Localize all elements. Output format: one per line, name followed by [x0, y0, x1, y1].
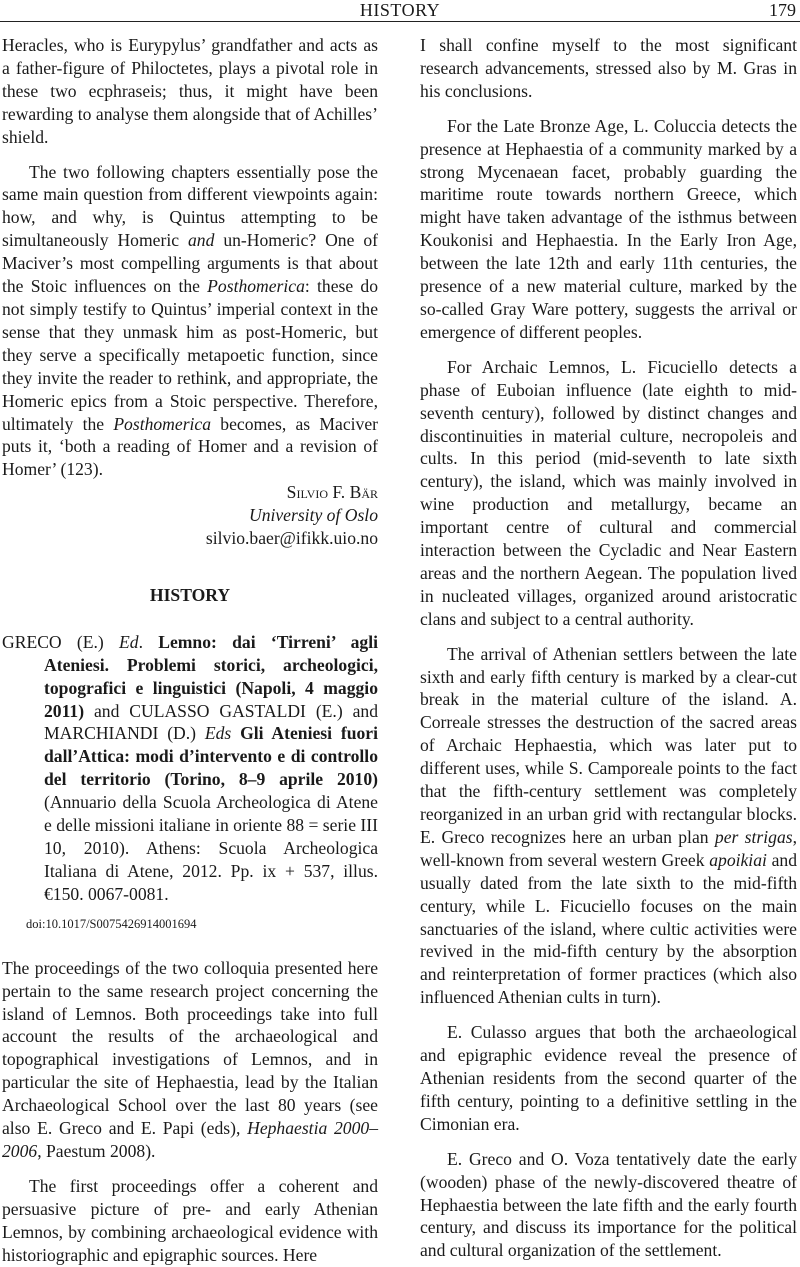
running-header [0, 0, 800, 22]
right-column [420, 34, 797, 1262]
paragraph-athenian-settlers: The arrival of Athenian settlers between the late sixth and early fifth century is marked by a clear-cut break in the material culture of the island. A. Correale stresses the destruction of the sacred areas of Archaic Hephaestia, which was later put to different uses, while S. Camporeale points to the fact that the fifth-century settlement was completely reorganized in an urban grid with rectangular blocks. E. Greco recognizes here an urban plan per strigas, well-known from several western Greek apoikiai and usually dated from the late sixth to the mid-fifth century, while L. Ficuciello focuses on the main sanctuaries of the island, where cultic activities were revived in the mid-fifth century by the absorption and reinterpretation of former practices (which also influenced Athenian cults in turn). [420, 643, 797, 1008]
paragraph-continued: Heracles, who is Eurypylus’ grandfather and acts as a father-figure of Philoctetes, plays a pivotal role in these two ecphraseis; thus, it might have been rewarding to analyse them alongside that of Achilles’ shield. [2, 35, 378, 147]
reviewer-email[interactable]: silvio.baer@ifikk.uio.no [205, 528, 378, 549]
left-column [2, 34, 378, 1267]
reviewer-affiliation: University of Oslo [248, 505, 378, 526]
doi-link[interactable]: doi:10.1017/S0075426914001694 [26, 916, 197, 931]
section-heading: HISTORY [149, 584, 231, 605]
page-number: 179 [769, 0, 796, 20]
paragraph-archaic-lemnos: For Archaic Lemnos, L. Ficuciello detects a phase of Euboian influence (late eighth to mid-seventh century), followed by distinct changes and discontinuities in material culture, necropoleis and cults. In this period (mid-seventh to late sixth century), the island, which was mainly involved in wine production and metallurgy, became an important centre of cultural and commercial interaction between the Cycladic and Near Eastern areas and the northern Aegean. The population lived in nucleated villages, organized around aristocratic clans and subject to a central authority. [420, 356, 797, 629]
header-rule [0, 21, 800, 22]
paragraph-bronze-age: For the Late Bronze Age, L. Coluccia detects the presence at Hephaestia of a community marked by a strong Mycenaean facet, probably guarding the maritime route towards northern Greece, which might have taken advantage of the isthmus between Koukonisi and Hephaestia. In the Early Iron Age, between the late 12th and early 11th centuries, the presence of a new material culture, marked by the so-called Gray Ware pottery, suggests the arrival or emergence of different peoples. [420, 115, 797, 342]
spacer [2, 934, 378, 957]
paragraph-proceedings: The proceedings of the two colloquia presented here pertain to the same research project concerning the island of Lemnos. Both proceedings take into full account the results of the archaeological and topographical investigations of Lemnos, and in particular the site of Hephaestia, lead by the Italian Archaeological School over the last 80 years (see also E. Greco and E. Papi (eds), Hephaestia 2000–2006, Paestum 2008). [2, 957, 378, 1161]
running-header-title: HISTORY [359, 0, 441, 20]
paragraph-chapters: The two following chapters essentially pose the same main question from different viewpoints again: how, and why, is Quintus attempting to be simultaneously Homeric and un-Homeric? One of Maciver’s most compelling arguments is that about the Stoic influences on the Posthomerica: these do not simply testify to Quintus’ imperial context in the sense that they unmask him as post-Homeric, but they serve a specifically metapoetic function, since they invite the reader to rethink, and appropriate, the Homeric epics from a Stoic perspective. Therefore, ultimately the Posthomerica becomes, as Maciver puts it, ‘both a reading of Homer and a revision of Homer’ (123). [2, 161, 378, 480]
paragraph-theatre: E. Greco and O. Voza tentatively date the early (wooden) phase of the newly-discovered theatre of Hephaestia between the late fifth and the early fourth century, and discuss its importance for the political and cultural organization of the settlement. [420, 1148, 797, 1261]
bibliographic-entry: GRECO (E.) Ed. Lemno: dai ‘Tirreni’ agli Ateniesi. Problemi storici, archeologici, topografici e linguistici (Napoli, 4 maggio 2011) and CULASSO GASTALDI (E.) and MARCHIANDI (D.) Eds Gli Ateniesi fuori dall’Attica: modi d’intervento e di controllo del territorio (Torino, 8–9 aprile 2010) (Annuario della Scuola Archeologica di Atene e delle missioni italiane in oriente 88 = serie III 10, 2010). Athens: Scuola Archeologica Italiana di Atene, 2012. Pp. ix + 537, illus. €150. 0067-0081. [2, 631, 378, 904]
reviewer-name: Silvio F. Bär [286, 482, 378, 503]
paragraph-confine: I shall confine myself to the most significant research advancements, stressed also by M. Gras in his conclusions. [420, 35, 797, 101]
paragraph-first-proceedings: The first proceedings offer a coherent and persuasive picture of pre- and early Athenian Lemnos, by combining archaeological evidence with historiographic and epigraphic sources. Here [2, 1175, 378, 1265]
paragraph-culasso: E. Culasso argues that both the archaeological and epigraphic evidence reveal the presence of Athenian residents from the second quarter of the fifth century, pointing to a definitive settling in the Cimonian era. [420, 1022, 797, 1134]
